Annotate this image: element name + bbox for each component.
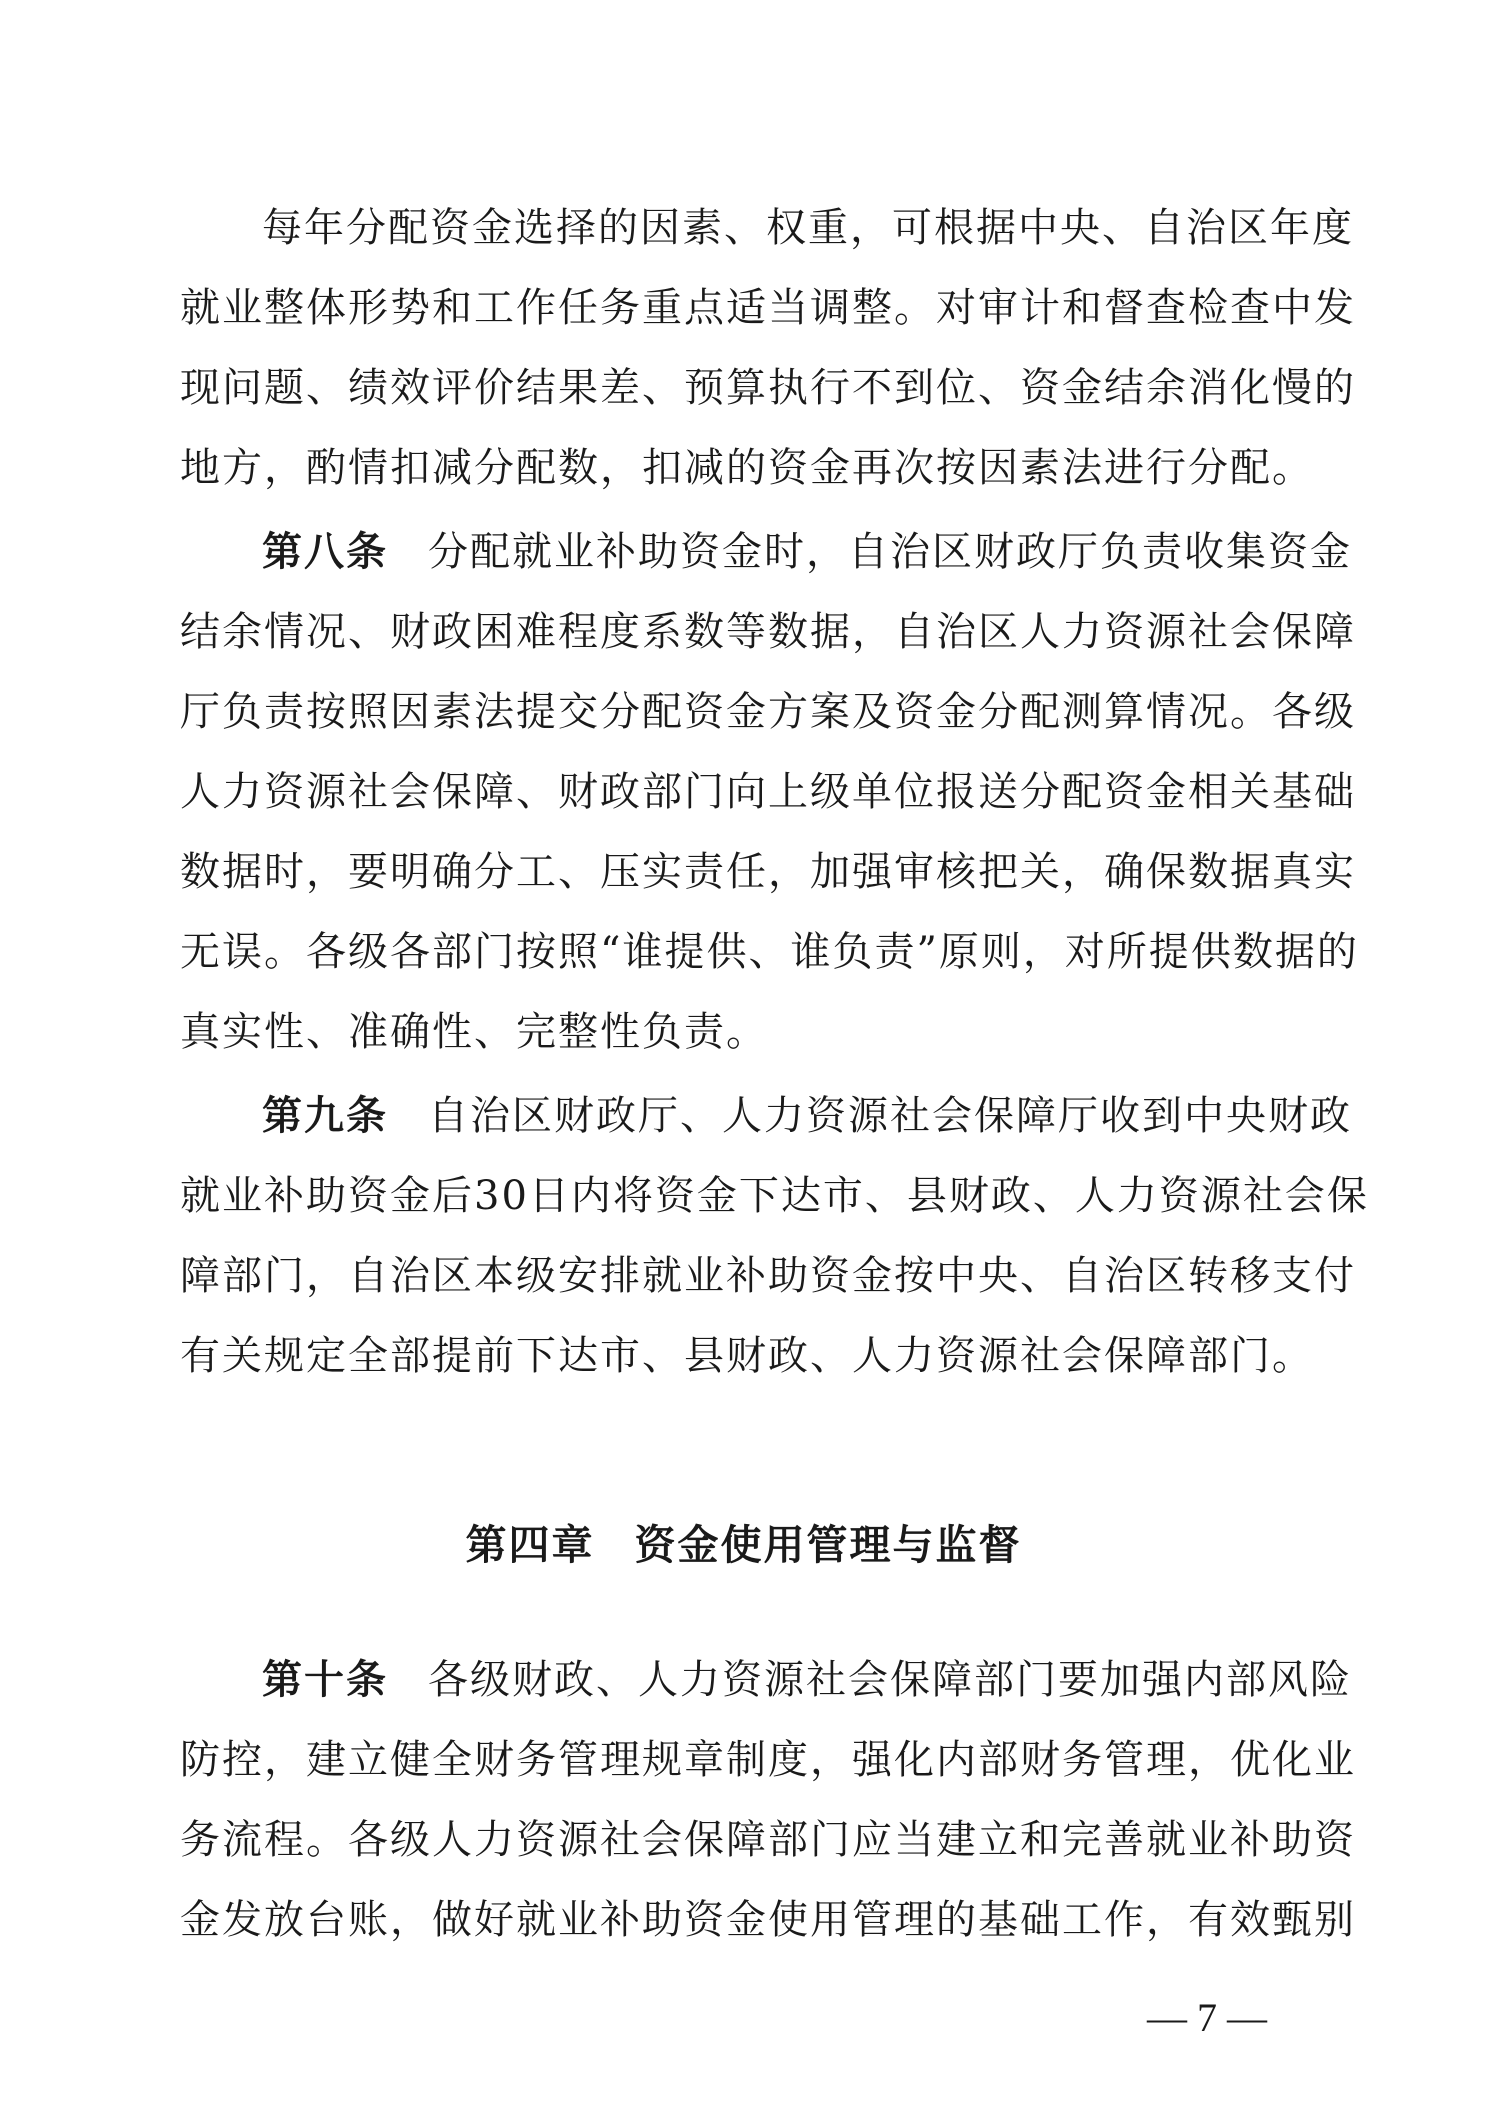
paragraph-line: 每年分配资金选择的因素、权重，可根据中央、自治区年度 bbox=[262, 205, 1354, 251]
paragraph-line: 结余情况、财政困难程度系数等数据，自治区人力资源社会保障 bbox=[180, 609, 1356, 655]
article-8-first-line bbox=[262, 512, 1352, 592]
paragraph-line: 现问题、绩效评价结果差、预算执行不到位、资金结余消化慢的 bbox=[180, 365, 1356, 411]
paragraph-line: 数据时，要明确分工、压实责任，加强审核把关，确保数据真实 bbox=[180, 849, 1356, 895]
paragraph-line: 人力资源社会保障、财政部门向上级单位报送分配资金相关基础 bbox=[180, 769, 1356, 815]
paragraph-line: 防控，建立健全财务管理规章制度，强化内部财务管理，优化业 bbox=[180, 1737, 1356, 1783]
paragraph-line: 自治区财政厅、人力资源社会保障厅收到中央财政 bbox=[428, 1093, 1352, 1139]
article-8-heading: 第八条 bbox=[262, 529, 388, 575]
chapter-number: 第四章 bbox=[465, 1521, 595, 1569]
paragraph-line: 金发放台账，做好就业补助资金使用管理的基础工作，有效甄别 bbox=[180, 1897, 1356, 1943]
paragraph-line: 障部门，自治区本级安排就业补助资金按中央、自治区转移支付 bbox=[180, 1253, 1356, 1299]
paragraph-line: 真实性、准确性、完整性负责。 bbox=[180, 1009, 768, 1055]
paragraph-line: 分配就业补助资金时，自治区财政厅负责收集资金 bbox=[428, 529, 1352, 575]
paragraph-line: 地方，酌情扣减分配数，扣减的资金再次按因素法进行分配。 bbox=[180, 445, 1314, 491]
paragraph-line: 各级财政、人力资源社会保障部门要加强内部风险 bbox=[428, 1657, 1352, 1703]
chapter-heading bbox=[0, 1505, 1487, 1585]
article-10-first-line bbox=[262, 1640, 1352, 1720]
article-9-first-line bbox=[262, 1076, 1352, 1156]
paragraph-line: 务流程。各级人力资源社会保障部门应当建立和完善就业补助资 bbox=[180, 1817, 1356, 1863]
paragraph-line: 无误。各级各部门按照“谁提供、谁负责”原则，对所提供数据的 bbox=[180, 929, 1359, 975]
page-number: — 7 — bbox=[1147, 1995, 1267, 2040]
paragraph-line: 就业补助资金后30日内将资金下达市、县财政、人力资源社会保 bbox=[180, 1173, 1369, 1219]
paragraph-line: 厅负责按照因素法提交分配资金方案及资金分配测算情况。各级 bbox=[180, 689, 1356, 735]
paragraph-line: 有关规定全部提前下达市、县财政、人力资源社会保障部门。 bbox=[180, 1333, 1314, 1379]
chapter-title: 资金使用管理与监督 bbox=[634, 1521, 1022, 1569]
article-10-heading: 第十条 bbox=[262, 1657, 388, 1703]
paragraph-line: 就业整体形势和工作任务重点适当调整。对审计和督查检查中发 bbox=[180, 285, 1356, 331]
article-9-heading: 第九条 bbox=[262, 1093, 388, 1139]
